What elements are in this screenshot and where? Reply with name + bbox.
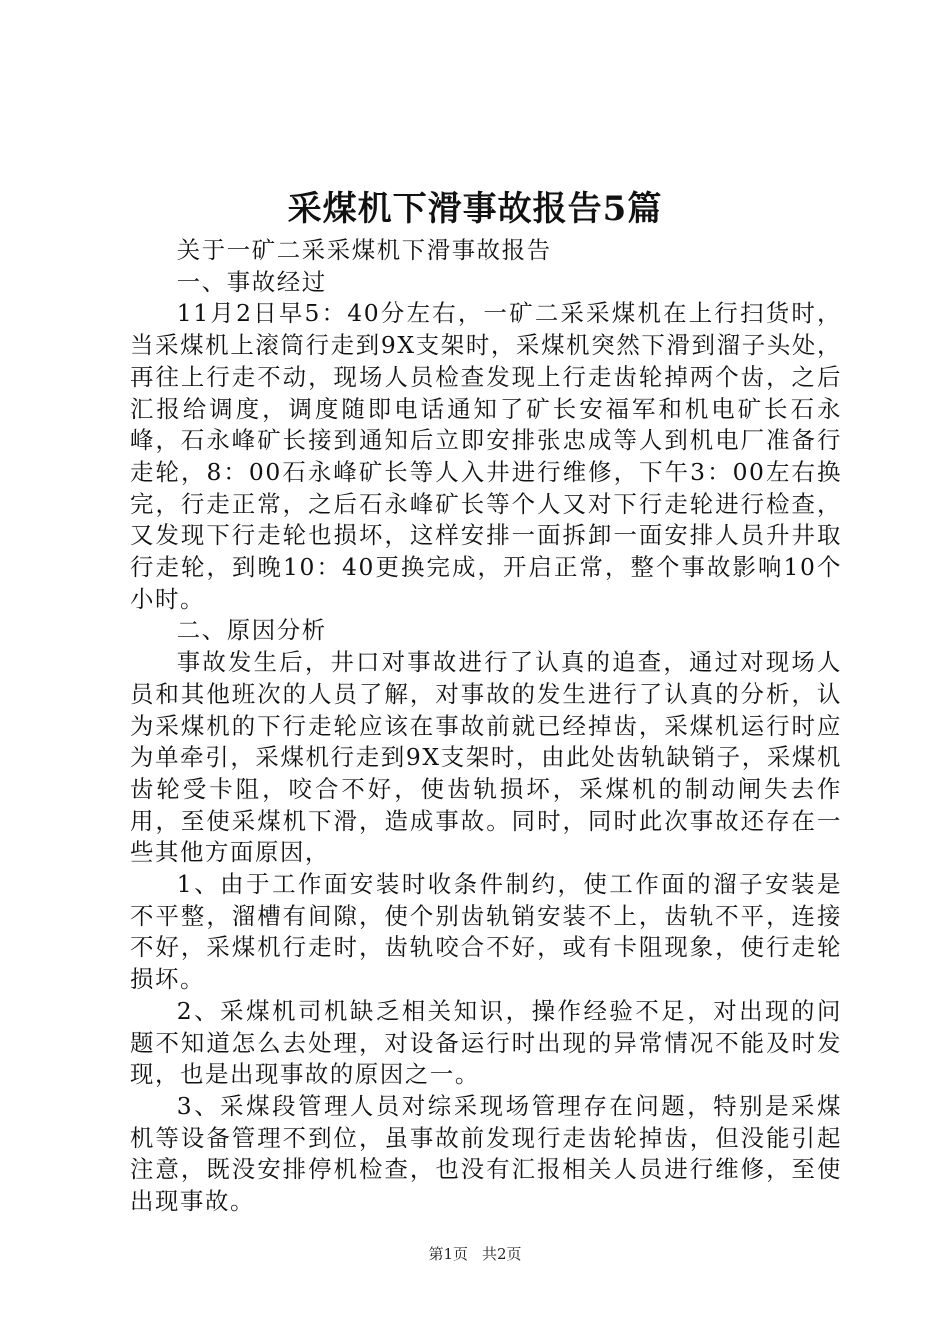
paragraph-accident-process: 11月2日早5：40分左右，一矿二采采煤机在上行扫货时，当采煤机上滚筒行走到9X支架时，采煤机突然下滑到溜子头处，再往上行走不动，现场人员检查发现上行走齿轮掉两个齿，之后汇报给调度，调度随即电话通知了矿长安福军和机电矿长石永峰，石永峰矿长接到通知后立即安排张忠成等人到机电厂准备行走轮，8：00石永峰矿长等人入井进行维修，下午3：00左右换完，行走正常，之后石永峰矿长等个人又对下行走轮进行检查，又发现下行走轮也损坏，这样安排一面拆卸一面安排人员升井取行走轮，到晚10：40更换完成，开启正常，整个事故影响10个小时。 xyxy=(130,299,842,613)
paragraph-cause-3: 3、采煤段管理人员对综采现场管理存在问题，特别是采煤机等设备管理不到位，虽事故前发现行走齿轮掉齿，但没能引起注意，既没安排停机检查，也没有汇报相关人员进行维修，至使出现事故。 xyxy=(130,1091,842,1216)
section-heading-cause-analysis: 二、原因分析 xyxy=(176,616,327,645)
document-body xyxy=(130,235,842,1218)
page-footer xyxy=(0,1243,950,1265)
paragraph-cause-analysis: 事故发生后，井口对事故进行了认真的追查，通过对现场人员和其他班次的人员了解，对事故的发生进行了认真的分析，认为采煤机的下行走轮应该在事故前就已经掉齿，采煤机运行时应为单牵引，采煤机行走到9X支架时，由此处齿轨缺销子，采煤机齿轮受卡阻，咬合不好，使齿轨损坏，采煤机的制动闸失去作用，至使采煤机下滑，造成事故。同时，同时此次事故还存在一些其他方面原因， xyxy=(130,648,842,867)
paragraph-cause-1: 1、由于工作面安装时收条件制约，使工作面的溜子安装是不平整，溜槽有间隙，使个别齿轨销安装不上，齿轨不平，连接不好，采煤机行走时，齿轨咬合不好，或有卡阻现象，使行走轮损坏。 xyxy=(130,870,842,994)
section-heading-accident-process: 一、事故经过 xyxy=(176,267,327,296)
page-total: 共2页 xyxy=(482,1245,522,1263)
paragraph-cause-2: 2、采煤机司机缺乏相关知识，操作经验不足，对出现的问题不知道怎么去处理，对设备运行时出现的异常情况不能及时发现，也是出现事故的原因之一。 xyxy=(130,996,842,1089)
page-number: 第1页 xyxy=(428,1245,468,1263)
document-title: 采煤机下滑事故报告5篇 xyxy=(287,189,663,229)
report-subtitle: 关于一矿二采采煤机下滑事故报告 xyxy=(176,236,552,264)
